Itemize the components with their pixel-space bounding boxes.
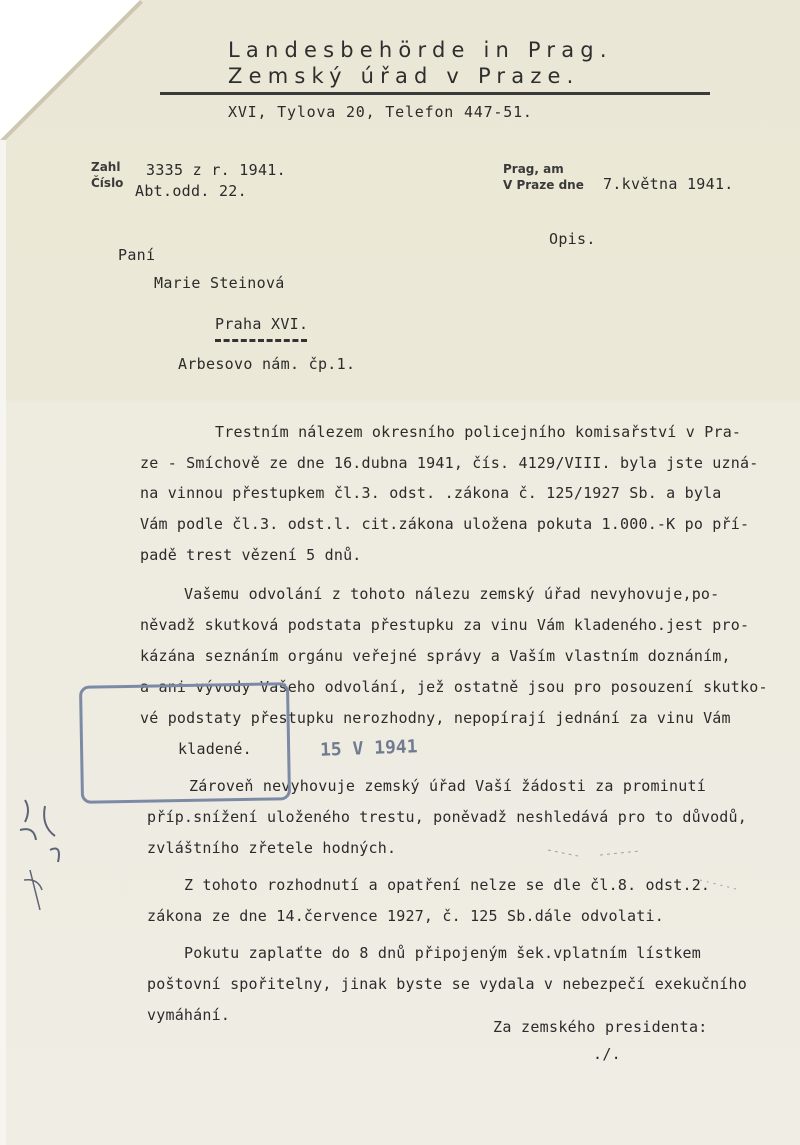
- letterhead-address: XVI, Tylova 20, Telefon 447-51.: [228, 103, 533, 121]
- signoff: Za zemského presidenta:: [493, 1018, 708, 1036]
- copy-mark: Opis.: [549, 230, 596, 248]
- label-v-praze-dne: V Praze dne: [503, 178, 584, 192]
- label-prag-am: Prag, am: [503, 162, 564, 176]
- recipient-city: Praha XVI.: [215, 315, 309, 333]
- body-line: Z tohoto rozhodnutí a opatření nelze se dle čl.8. odst.2.: [184, 876, 711, 894]
- body-line: poštovní spořitelny, jinak byste se vydala v nebezpečí exekučního: [147, 975, 747, 993]
- body-line: Pokutu zaplaťte do 8 dnů připojeným šek.vplatním lístkem: [184, 944, 701, 962]
- letter-date: 7.května 1941.: [603, 175, 734, 193]
- signature-mark: ./.: [593, 1045, 621, 1063]
- recipient-salutation: Paní: [118, 246, 156, 264]
- body-line: příp.snížení uloženého trestu, poněvadž neshledává pro to důvodů,: [147, 808, 747, 826]
- body-line: Vašemu odvolání z tohoto nálezu zemský úřad nevyhovuje,po-: [184, 585, 720, 603]
- body-line: a ani vývody Vašeho odvolání, jež ostatně jsou pro posouzení skutko-: [140, 678, 768, 696]
- reference-department: Abt.odd. 22.: [135, 182, 247, 200]
- reference-number: 3335 z r. 1941.: [146, 161, 286, 179]
- recipient-name: Marie Steinová: [154, 274, 285, 292]
- body-line: na vinnou přestupkem čl.3. odst. .zákona č. 125/1927 Sb. a byla: [140, 484, 722, 502]
- label-cislo: Číslo: [91, 176, 124, 190]
- body-line: Vám podle čl.3. odst.l. cit.zákona uložena pokuta 1.000.-K po pří-: [140, 515, 750, 533]
- letterhead-czech: Zemský úřad v Praze.: [228, 64, 580, 88]
- recipient-street: Arbesovo nám. čp.1.: [178, 355, 356, 373]
- received-stamp-date: 15 V 1941: [319, 736, 418, 761]
- body-line: vé podstaty přestupku nerozhodny, nepopírají jednání za vinu Vám: [140, 709, 731, 727]
- body-line: kázána seznáním orgánu veřejné správy a Vaším vlastním doznáním,: [140, 647, 731, 665]
- body-line: kladené.: [178, 740, 252, 758]
- body-line: Trestním nálezem okresního policejního komisařství v Pra-: [215, 423, 742, 441]
- body-line: zákona ze dne 14.července 1927, č. 125 Sb.dále odvolati.: [147, 907, 664, 925]
- body-line: něvadž skutková podstata přestupku za vinu Vám kladeného.jest pro-: [140, 616, 750, 634]
- body-line: padě trest vězení 5 dnů.: [140, 546, 362, 564]
- body-line: ze - Smíchově ze dne 16.dubna 1941, čís. 4129/VIII. byla jste uzná-: [140, 454, 759, 472]
- label-zahl: Zahl: [91, 160, 121, 174]
- letterhead-german: Landesbehörde in Prag.: [228, 38, 613, 62]
- body-line: Zároveň nevyhovuje zemský úřad Vaší žádosti za prominutí: [189, 777, 706, 795]
- body-line: zvláštního zřetele hodných.: [147, 839, 397, 857]
- body-line: vymáhání.: [147, 1006, 231, 1024]
